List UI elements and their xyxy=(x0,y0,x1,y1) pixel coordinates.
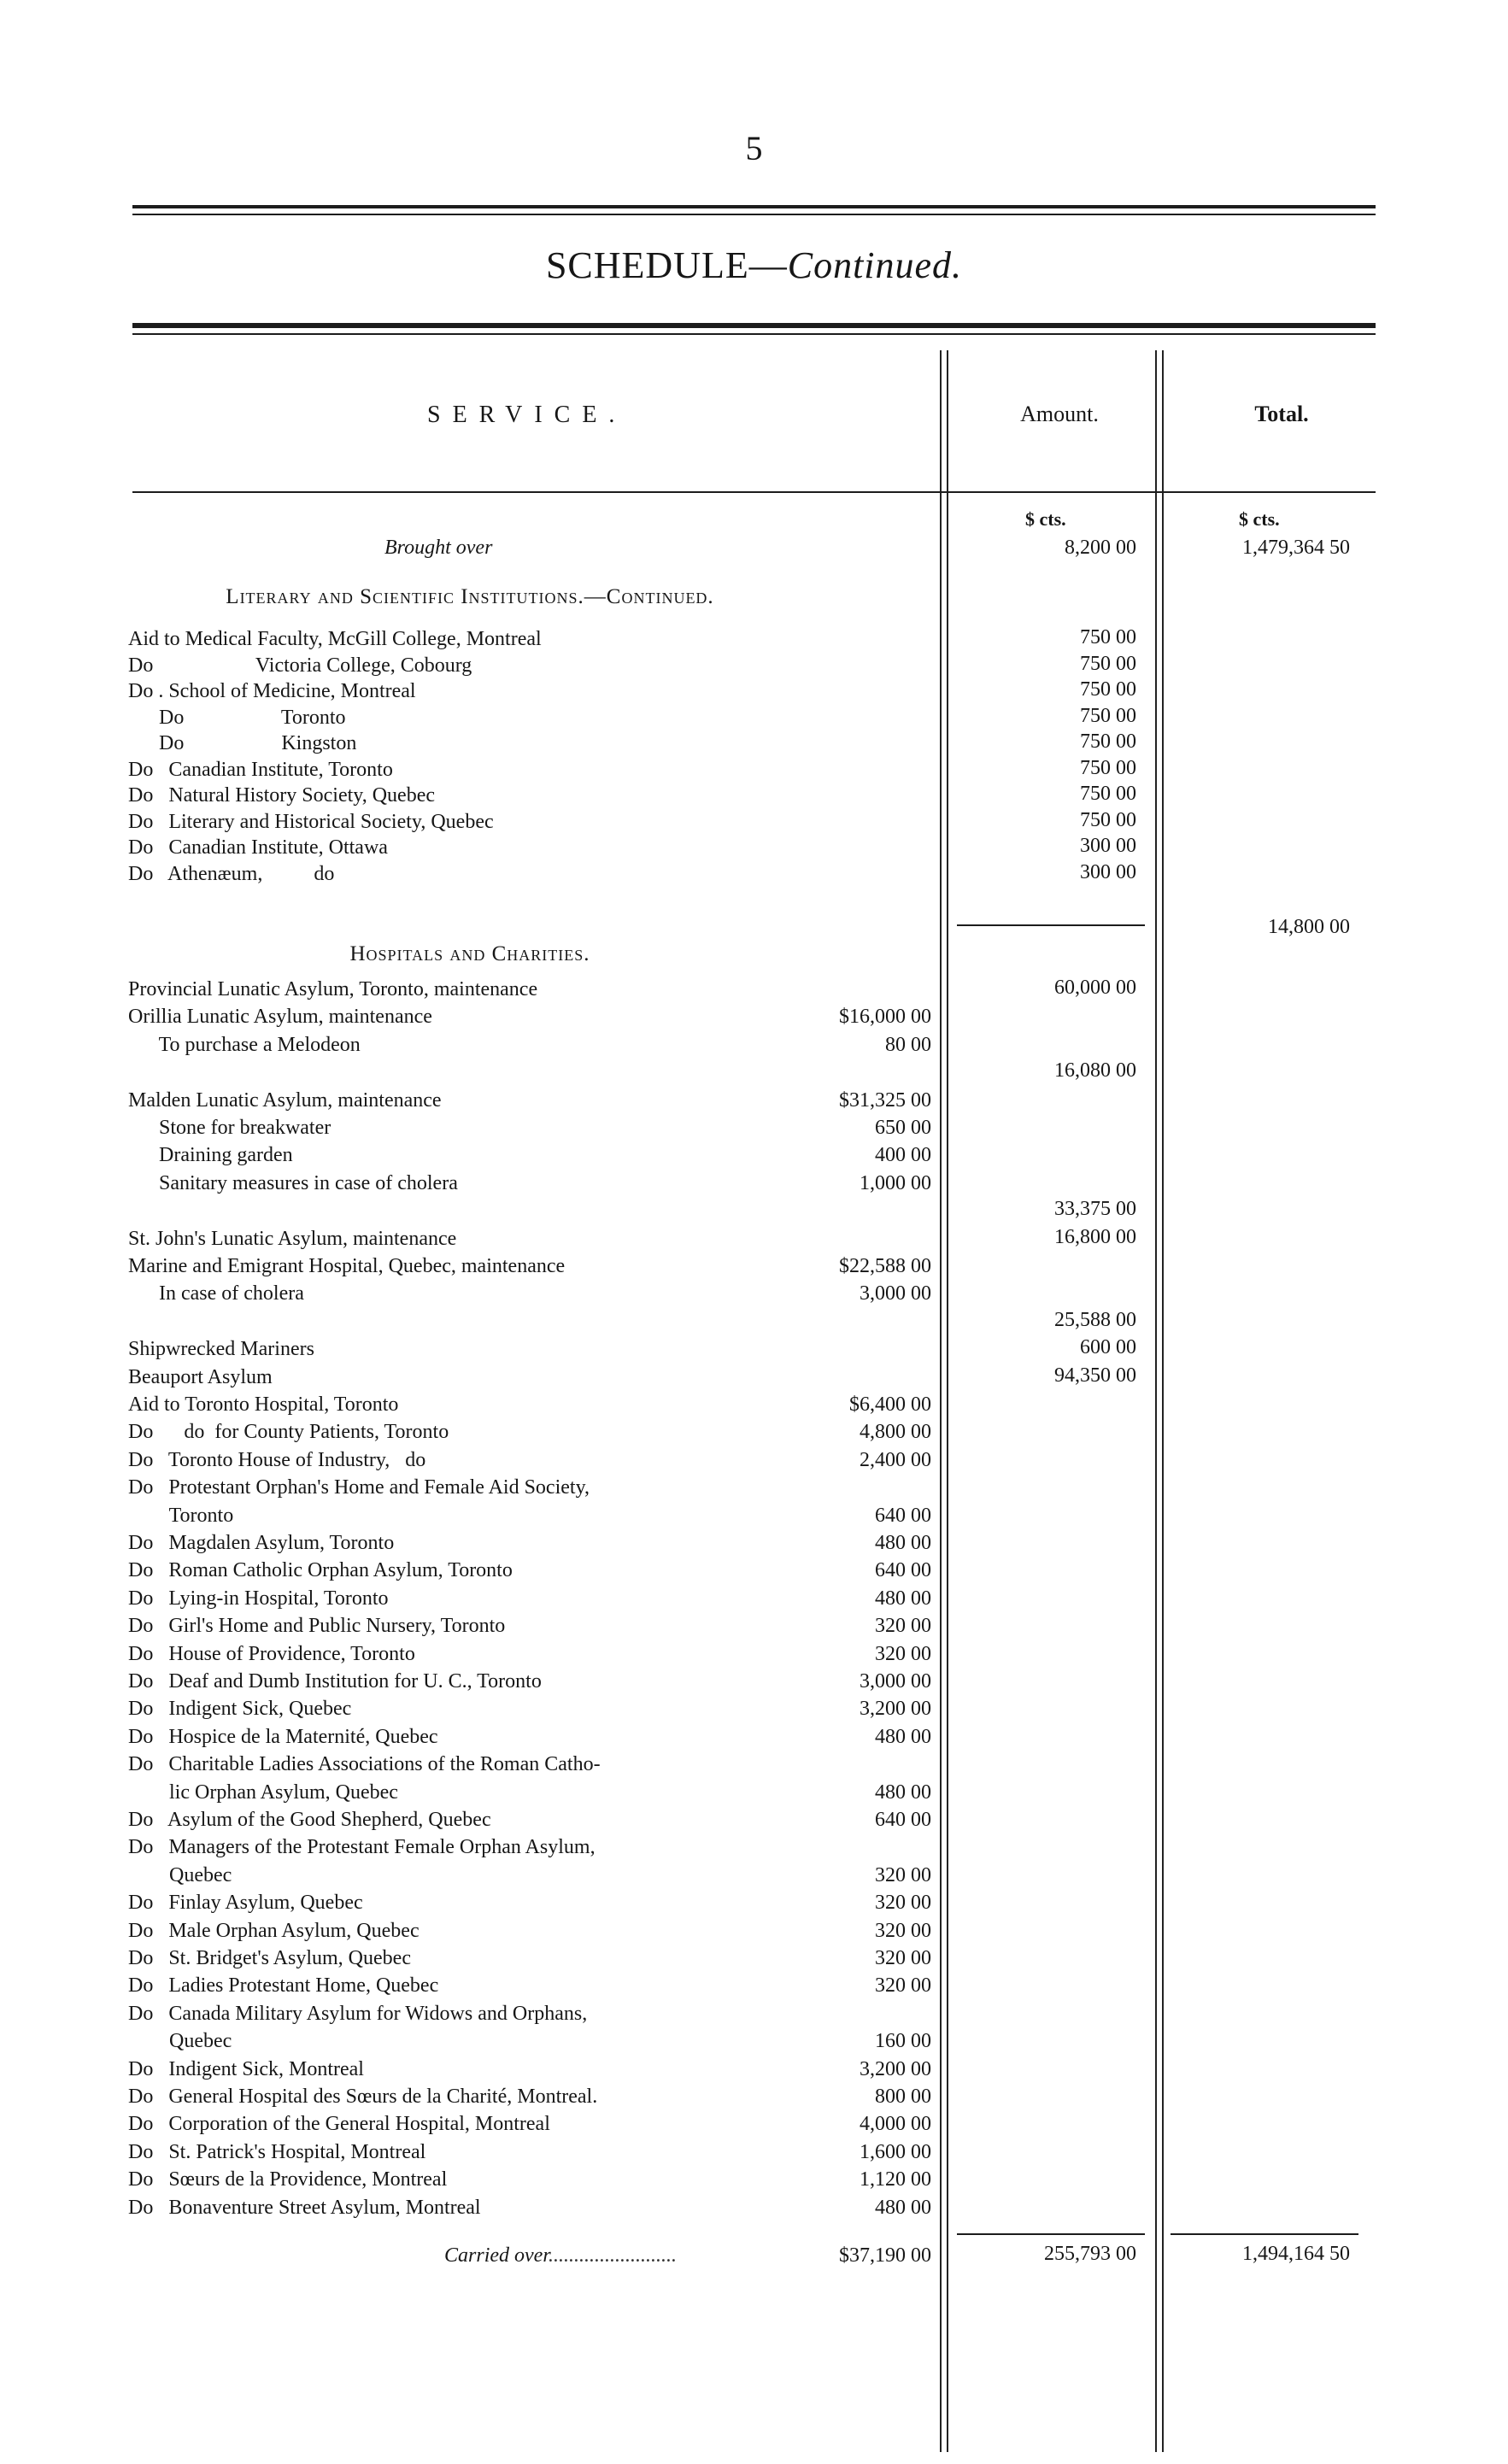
hospital-row xyxy=(128,1503,931,1528)
hospital-label: Provincial Lunatic Asylum, Toronto, maintenance xyxy=(128,978,538,1000)
hospital-row xyxy=(128,1226,931,1252)
hospital-label: Toronto xyxy=(128,1504,234,1527)
title-main: SCHEDULE— xyxy=(545,244,788,286)
hospital-label: Stone for breakwater xyxy=(128,1117,332,1139)
hospital-row xyxy=(128,1641,931,1667)
hospital-label: Do House of Providence, Toronto xyxy=(128,1642,415,1665)
literary-amount: 750 00 xyxy=(1080,626,1136,648)
literary-label: Do Kingston xyxy=(128,732,357,754)
hospital-label: Do Girl's Home and Public Nursery, Toronto xyxy=(128,1615,506,1638)
section-hospitals: Hospitals and Charities. xyxy=(349,942,590,965)
hospital-row xyxy=(128,1364,931,1390)
header-rule-thin xyxy=(132,333,1376,335)
hospital-subamount: 3,000 00 xyxy=(860,1670,931,1693)
top-rule-thin xyxy=(132,214,1376,215)
carried-over-sub: $37,190 00 xyxy=(839,2244,931,2267)
literary-label: Aid to Medical Faculty, McGill College, Montreal xyxy=(128,628,542,650)
carried-over-total: 1,494,164 50 xyxy=(1242,2243,1350,2265)
literary-subtotal-rule xyxy=(957,924,1145,926)
hospital-label: Do St. Patrick's Hospital, Montreal xyxy=(128,2140,426,2163)
hospital-label: Do General Hospital des Sœurs de la Charité, Montreal. xyxy=(128,2086,598,2108)
hospital-row xyxy=(128,1945,931,1971)
hospital-row xyxy=(128,1558,931,1583)
total-unit: $ cts. xyxy=(1239,508,1280,530)
hospital-subamount: 640 00 xyxy=(875,1504,931,1527)
literary-amount: 750 00 xyxy=(1080,652,1136,675)
hospital-label: Do Indigent Sick, Montreal xyxy=(128,2057,364,2080)
hospital-row xyxy=(128,1724,931,1750)
hospital-row xyxy=(128,1419,931,1445)
hospital-label: Do Indigent Sick, Quebec xyxy=(128,1698,352,1721)
hospital-label: Do Hospice de la Maternité, Quebec xyxy=(128,1725,438,1748)
literary-row xyxy=(128,678,931,704)
literary-label: Do Canadian Institute, Ottawa xyxy=(128,836,388,859)
hospital-amount: 33,375 00 xyxy=(1054,1198,1136,1221)
hospital-row xyxy=(128,1447,931,1473)
hospital-row xyxy=(128,1392,931,1417)
hospital-subamount: 320 00 xyxy=(875,1615,931,1638)
hospital-row xyxy=(128,2028,931,2054)
hospital-row xyxy=(128,1004,931,1030)
brought-over-label: Brought over xyxy=(384,537,493,559)
hospital-label: Aid to Toronto Hospital, Toronto xyxy=(128,1393,399,1416)
literary-amount: 300 00 xyxy=(1080,835,1136,857)
hospital-label: Draining garden xyxy=(128,1144,293,1167)
literary-label: Do Victoria College, Cobourg xyxy=(128,654,472,677)
carried-rule-total xyxy=(1171,2233,1358,2235)
hospital-row xyxy=(128,2139,931,2165)
hospital-row xyxy=(128,1530,931,1556)
hospital-subamount: 4,000 00 xyxy=(860,2113,931,2136)
hospital-row xyxy=(128,1059,931,1085)
carried-over-row xyxy=(128,2243,931,2268)
hospital-label: Quebec xyxy=(128,2030,232,2053)
literary-row xyxy=(128,757,931,783)
hospital-subamount: 3,000 00 xyxy=(860,1282,931,1305)
literary-row xyxy=(128,783,931,808)
hospital-subamount: 3,200 00 xyxy=(860,1698,931,1721)
hospital-label: Do Asylum of the Good Shepherd, Quebec xyxy=(128,1809,491,1831)
hospital-label: lic Orphan Asylum, Quebec xyxy=(128,1781,398,1804)
literary-amount: 750 00 xyxy=(1080,783,1136,805)
page-title xyxy=(0,243,1508,287)
hospital-row xyxy=(128,1281,931,1306)
literary-label: Do . School of Medicine, Montreal xyxy=(128,680,416,702)
hospital-label: Do Charitable Ladies Associations of the Roman Catho- xyxy=(128,1753,601,1776)
hospital-row xyxy=(128,2167,931,2192)
hospital-subamount: 320 00 xyxy=(875,1642,931,1665)
hospital-label: St. John's Lunatic Asylum, maintenance xyxy=(128,1227,457,1250)
hospital-label: Do Protestant Orphan's Home and Female Aid Society, xyxy=(128,1476,590,1499)
hospital-label: Do Roman Catholic Orphan Asylum, Toronto xyxy=(128,1559,513,1582)
hospital-subamount: 1,600 00 xyxy=(860,2140,931,2163)
hospital-row xyxy=(128,1669,931,1694)
hospital-label: Do Sœurs de la Providence, Montreal xyxy=(128,2168,448,2191)
hospital-label: Malden Lunatic Asylum, maintenance xyxy=(128,1088,442,1112)
hospital-row xyxy=(128,977,931,1002)
amount-header: Amount. xyxy=(1020,402,1099,426)
hospital-label: Do Ladies Protestant Home, Quebec xyxy=(128,1974,439,1998)
divider-service-amount-2 xyxy=(947,350,948,2452)
hospital-label: In case of cholera xyxy=(128,1282,304,1305)
hospital-subamount: $31,325 00 xyxy=(839,1088,931,1112)
hospital-row xyxy=(128,1309,931,1335)
title-italic: Continued. xyxy=(787,244,963,286)
hospital-label: Sanitary measures in case of cholera xyxy=(128,1171,458,1194)
literary-amount: 750 00 xyxy=(1080,730,1136,753)
hospital-row xyxy=(128,2001,931,2027)
literary-amount: 750 00 xyxy=(1080,704,1136,727)
hospital-label: Do Lying-in Hospital, Toronto xyxy=(128,1587,389,1610)
hospital-subamount: $16,000 00 xyxy=(839,1006,931,1029)
hospital-row xyxy=(128,1586,931,1611)
hospital-row xyxy=(128,2195,931,2221)
hospital-label: Do Finlay Asylum, Quebec xyxy=(128,1892,363,1915)
page-number: 5 xyxy=(745,129,763,167)
service-header: SERVICE. xyxy=(427,402,627,428)
carried-over-amount: 255,793 00 xyxy=(1044,2243,1136,2265)
hospital-amount: 94,350 00 xyxy=(1054,1364,1136,1387)
hospital-label: To purchase a Melodeon xyxy=(128,1033,361,1056)
literary-row xyxy=(128,730,931,756)
hospital-label: Do Canada Military Asylum for Widows and Orphans, xyxy=(128,2002,588,2025)
brought-over-total: 1,479,364 50 xyxy=(1242,537,1350,559)
hospital-row xyxy=(128,1475,931,1500)
literary-label: Do Athenæum, do xyxy=(128,862,335,885)
hospital-row xyxy=(128,1780,931,1805)
literary-row xyxy=(128,861,931,887)
literary-amount: 750 00 xyxy=(1080,808,1136,831)
hospital-label: Do Magdalen Asylum, Toronto xyxy=(128,1532,395,1554)
literary-row xyxy=(128,653,931,678)
hospital-label: Do Toronto House of Industry, do xyxy=(128,1448,426,1471)
hospital-label: Beauport Asylum xyxy=(128,1365,273,1388)
section-literary: Literary and Scientific Institutions.—Continued. xyxy=(226,585,714,608)
hospital-row xyxy=(128,2056,931,2082)
carried-rule-amount xyxy=(957,2233,1145,2235)
hospital-row xyxy=(128,1336,931,1362)
hospital-subamount: 80 00 xyxy=(885,1033,931,1056)
hospital-subamount: 480 00 xyxy=(875,2196,931,2219)
hospital-subamount: 1,120 00 xyxy=(860,2168,931,2191)
subheader-rule xyxy=(132,491,1376,493)
literary-row xyxy=(128,626,931,652)
hospital-row xyxy=(128,1696,931,1722)
hospital-label: Do Male Orphan Asylum, Quebec xyxy=(128,1919,420,1942)
hospital-amount: 60,000 00 xyxy=(1054,977,1136,999)
hospital-row xyxy=(128,1863,931,1888)
literary-amount: 750 00 xyxy=(1080,756,1136,779)
hospital-label: Shipwrecked Mariners xyxy=(128,1338,314,1361)
divider-amount-total xyxy=(1155,350,1157,2452)
hospital-amount: 16,080 00 xyxy=(1054,1059,1136,1082)
hospital-row xyxy=(128,1198,931,1223)
literary-label: Do Canadian Institute, Toronto xyxy=(128,758,393,781)
brought-over-amount: 8,200 00 xyxy=(1065,537,1136,559)
hospital-row xyxy=(128,1807,931,1833)
hospital-subamount: 2,400 00 xyxy=(860,1448,931,1471)
amount-unit: $ cts. xyxy=(1025,508,1066,530)
literary-row xyxy=(128,835,931,860)
hospital-subamount: 320 00 xyxy=(875,1892,931,1915)
hospital-subamount: 640 00 xyxy=(875,1809,931,1831)
total-header: Total. xyxy=(1254,402,1309,426)
divider-service-amount xyxy=(940,350,942,2452)
hospital-label: Do Bonaventure Street Asylum, Montreal xyxy=(128,2196,481,2219)
hospital-subamount: 320 00 xyxy=(875,1947,931,1969)
hospital-row xyxy=(128,1142,931,1168)
hospital-label: Do do for County Patients, Toronto xyxy=(128,1421,449,1444)
hospital-row xyxy=(128,1170,931,1196)
hospital-subamount: $22,588 00 xyxy=(839,1255,931,1277)
hospital-row xyxy=(128,2084,931,2109)
hospital-subamount: 1,000 00 xyxy=(860,1171,931,1194)
hospital-subamount: 650 00 xyxy=(875,1117,931,1139)
hospital-amount: 16,800 00 xyxy=(1054,1225,1136,1248)
hospital-row xyxy=(128,1115,931,1141)
hospital-subamount: 480 00 xyxy=(875,1725,931,1748)
literary-row xyxy=(128,705,931,730)
hospital-row xyxy=(128,1973,931,1998)
hospital-row xyxy=(128,1032,931,1058)
hospital-subamount: 320 00 xyxy=(875,1863,931,1886)
literary-amount: 750 00 xyxy=(1080,678,1136,701)
hospital-subamount: 480 00 xyxy=(875,1532,931,1554)
literary-row xyxy=(128,809,931,835)
header-rule xyxy=(132,323,1376,328)
carried-over-label: Carried over......................... xyxy=(444,2244,677,2267)
hospital-row xyxy=(128,1751,931,1777)
hospital-row xyxy=(128,2111,931,2137)
hospital-row xyxy=(128,1253,931,1279)
hospital-label: Orillia Lunatic Asylum, maintenance xyxy=(128,1006,432,1029)
literary-label: Do Literary and Historical Society, Quebec xyxy=(128,810,494,833)
hospital-row xyxy=(128,1890,931,1915)
divider-amount-total-2 xyxy=(1162,350,1164,2452)
hospital-subamount: 3,200 00 xyxy=(860,2057,931,2080)
hospital-amount: 25,588 00 xyxy=(1054,1308,1136,1331)
hospital-subamount: 4,800 00 xyxy=(860,1421,931,1444)
hospital-subamount: 640 00 xyxy=(875,1559,931,1582)
hospital-subamount: 320 00 xyxy=(875,1974,931,1998)
hospital-row xyxy=(128,1834,931,1860)
hospital-label: Do Deaf and Dumb Institution for U. C., Toronto xyxy=(128,1670,542,1693)
hospital-subamount: 800 00 xyxy=(875,2086,931,2108)
top-rule xyxy=(132,205,1376,208)
literary-total: 14,800 00 xyxy=(1268,916,1350,938)
hospital-label: Quebec xyxy=(128,1863,232,1886)
literary-amount: 300 00 xyxy=(1080,860,1136,883)
hospital-amount: 600 00 xyxy=(1080,1336,1136,1359)
hospital-label: Marine and Emigrant Hospital, Quebec, maintenance xyxy=(128,1255,566,1277)
hospital-subamount: 320 00 xyxy=(875,1919,931,1942)
hospital-subamount: 400 00 xyxy=(875,1144,931,1167)
hospital-label: Do Managers of the Protestant Female Orphan Asylum, xyxy=(128,1836,596,1859)
hospital-row xyxy=(128,1613,931,1639)
hospital-subamount: $6,400 00 xyxy=(849,1393,931,1416)
hospital-subamount: 160 00 xyxy=(875,2030,931,2053)
hospital-row xyxy=(128,1088,931,1113)
hospital-subamount: 480 00 xyxy=(875,1587,931,1610)
literary-label: Do Toronto xyxy=(128,706,346,729)
hospital-row xyxy=(128,1918,931,1944)
literary-label: Do Natural History Society, Quebec xyxy=(128,784,436,807)
hospital-subamount: 480 00 xyxy=(875,1781,931,1804)
hospital-label: Do Corporation of the General Hospital, Montreal xyxy=(128,2113,550,2136)
hospital-label: Do St. Bridget's Asylum, Quebec xyxy=(128,1947,411,1969)
